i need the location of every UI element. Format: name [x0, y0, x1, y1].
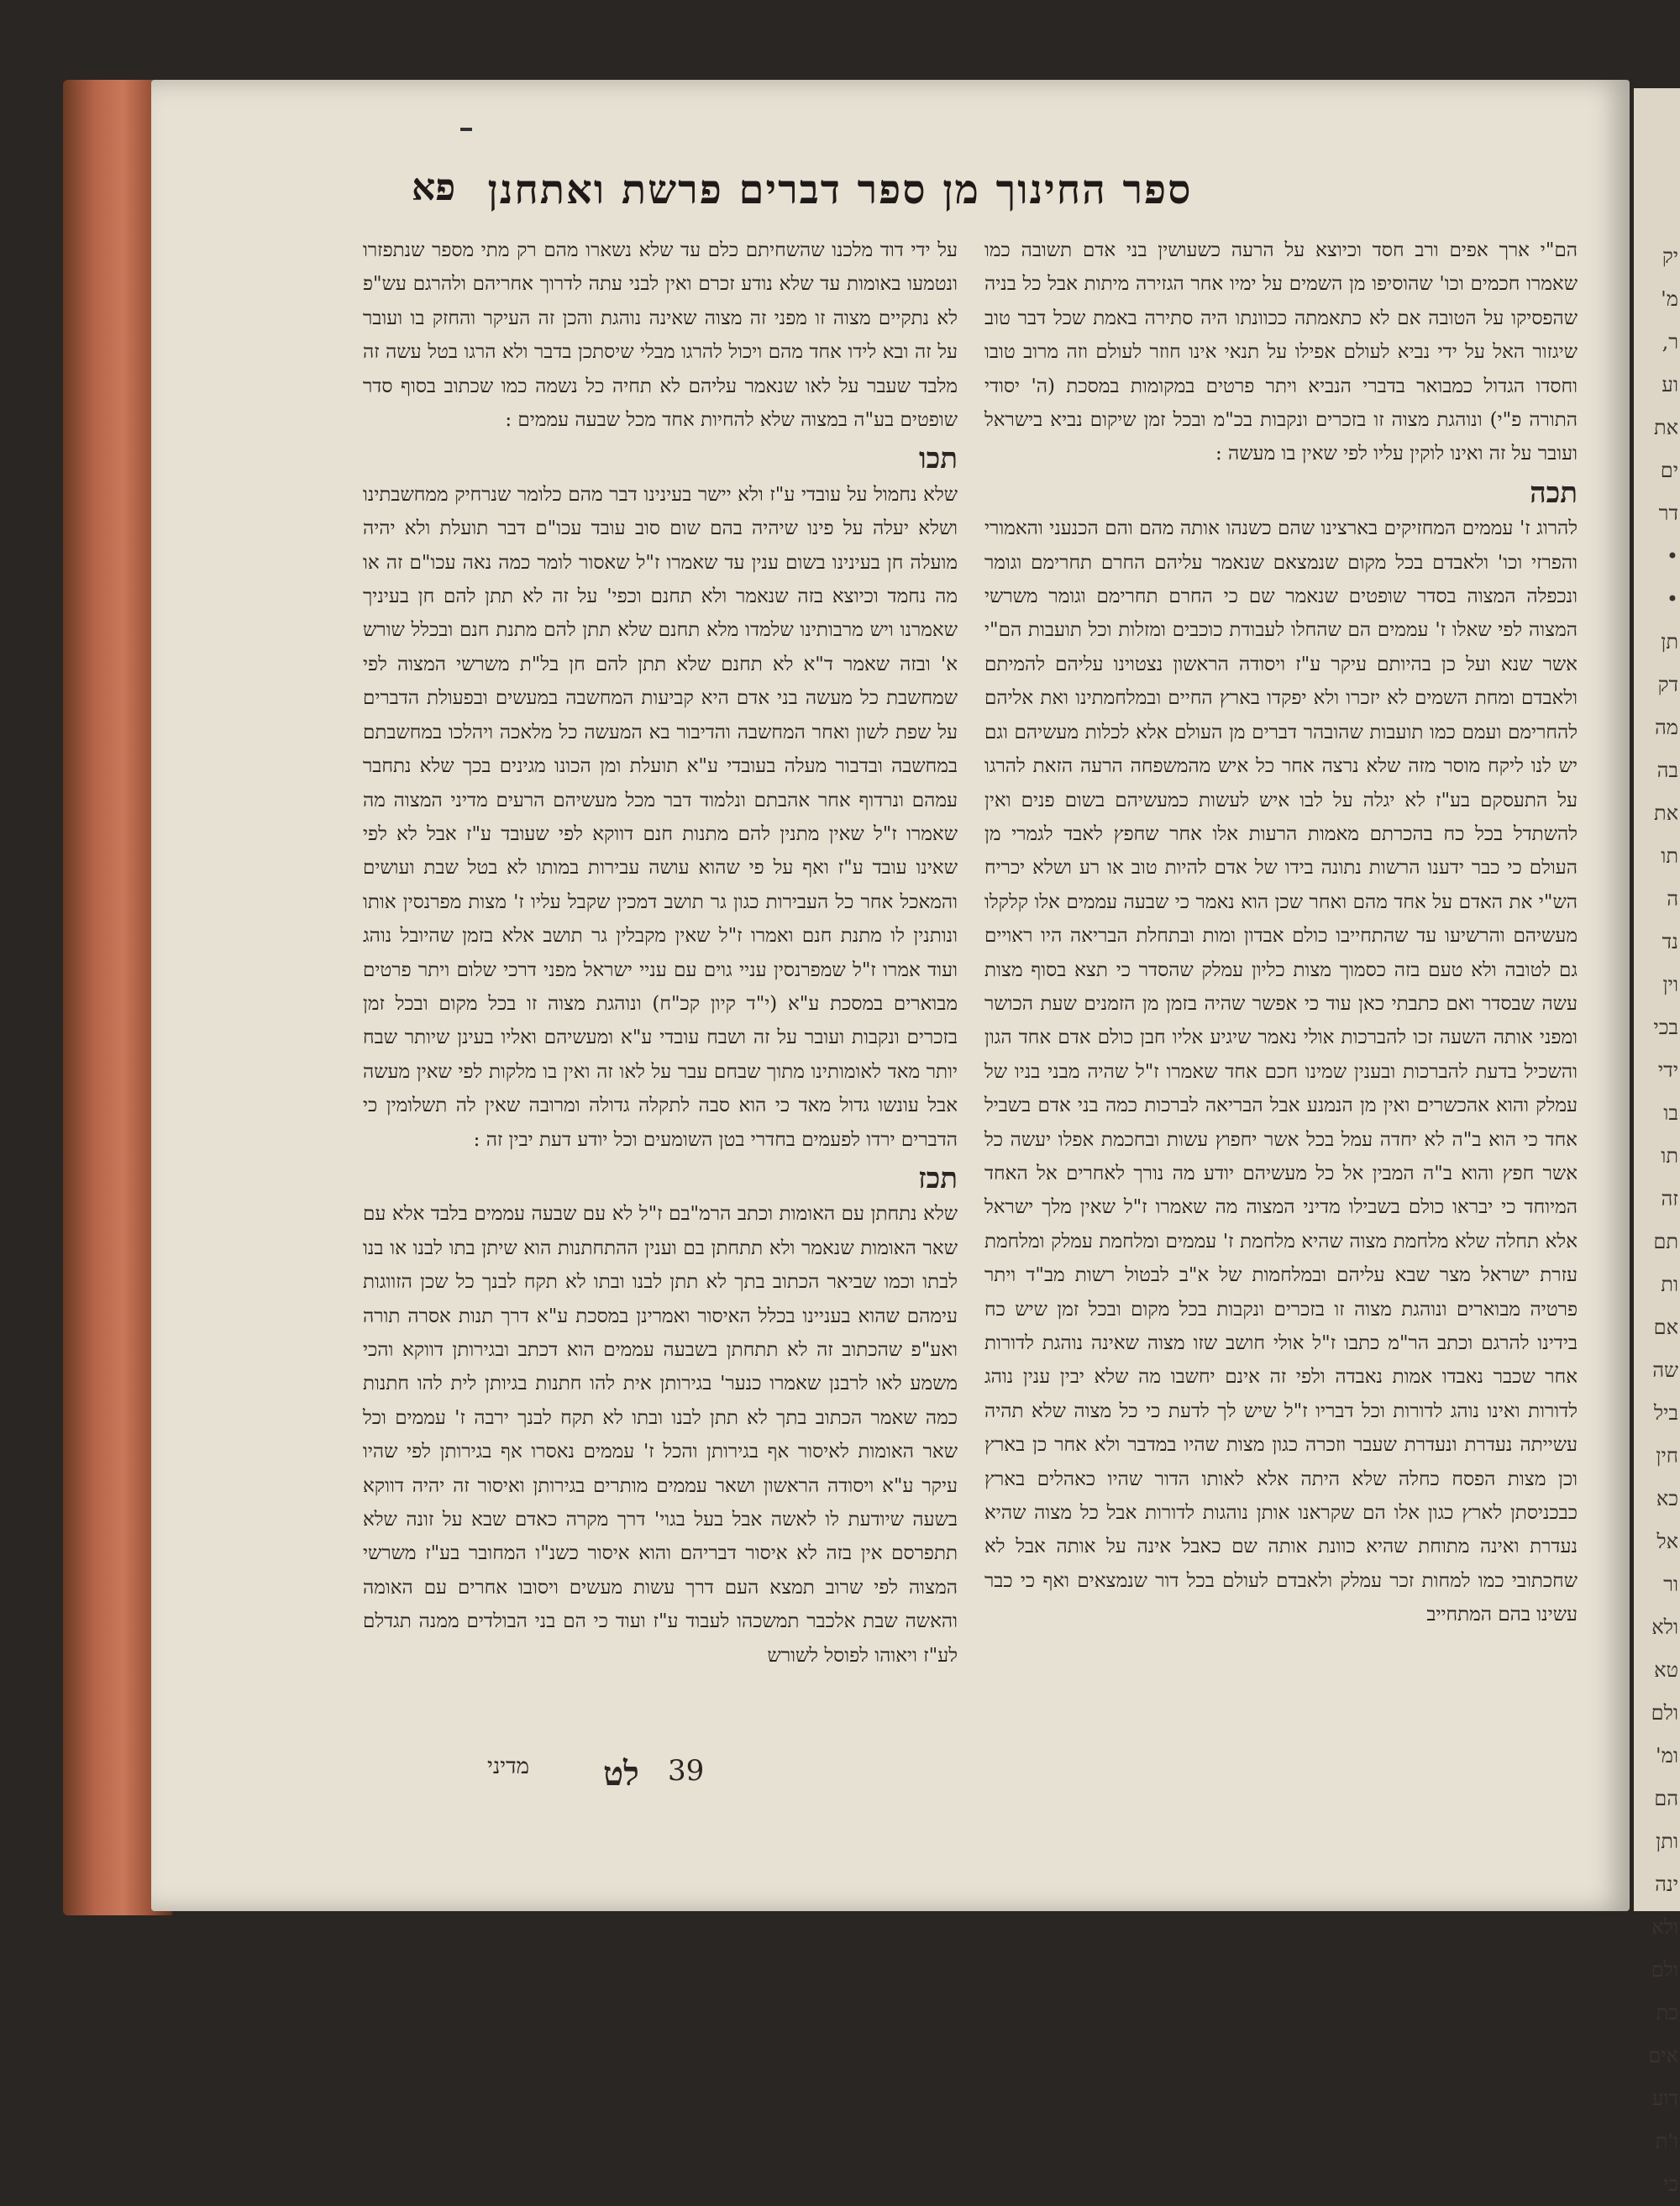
next-page-fragment: ו'ת: [1655, 2130, 1678, 2153]
next-page-fragment: תן: [1661, 630, 1678, 654]
mitzvah-number: תכז: [918, 1161, 958, 1195]
mitzvah-text: להרוג ז' עממים המחזיקים בארצינו שהם כשנהו אותה מהם והם הכנעני והאמורי והפרזי וכו' ולאבדם בכל מקום שנמצאם שנאמר עליהם החרם תחרימם וגומר ונכפלה המצוה בסדר שופטים שנאמר שם כי החרם תחרימם וגומר משרשי המצוה לפי שאלו ז' עממים הם שהחלו לעבודת כוכבים ומזלות וכל תועבות הם"י אשר שנא ועל כן בהיותם עיקר ע"ז ויסודה הראשון נצטוינו עליהם להמיתם ולאבדם ומחת השמים לא יזכרו ולא יפקדו בארץ החיים ובמלחמתינו ואת אליהם להחרימם ועמם כמו תועבות שהובהר דברים מן העולם אלא לכלות מעשיהם וגם יש לנו ליקח מוסר מזה שלא נרצה אחר כל איש מהמשפחה הרעה הזאת להרגו על התעסקם בע"ז לא יגלה על לבו איש לעשות כמעשיהם בשום פנים ואין להשתדל בכל כח בהכרתם מאמות הרעות אלו אחר שחפץ לאבד לגמרי מן העולם כי כבר ידענו הרשות נתונה בידו של אדם להיות טוב או רע ושלא יכריח הש"י את האדם על אחד מהם ואחר שכן הוא נאמר כי שבעה עממים אלו קלקלו מעשיהם והרשיעו עד שהתחייבו כולם אבדון ומות ובתחלת הבריאה היו ראויים גם לטובה ולא טעם בזה כסמוך מצות כליון עמלק שהסדר כי תצא בסוף מצות עשה שבסדר ואם כתבתי כאן עוד כי אפשר שהיה בזמן מן הזמנים שעת הכושר ומפני אותה השעה זכו להברכות אולי נאמר שיגיע אליו חבן כולם אדם אחד הגון והשכיל בדעת להברכות ובענין שמינו חכם אחד שאמרו ז"ל שהיה מבני בניו של עמלק והוא אהכשרים ואין מן הנמנע אבל הבריאה לברכות כמה בני אדם בשביל אחד כי הוא ב"ה לא יחדה עמל בכל אשר יחפוץ עשות ובחכמת אפלו יעשה כל אשר חפץ והוא ב"ה המבין אל כל מעשיהם יודע מה נורך לאחרים אל האחד המיוחד כי יבראו כולם בשבילו מדיני המצוה מה שאמרו ז"ל שאין מלך ישראל אלא תחלה שלא מלחמת מצוה שהיא מלחמת ז' עממים ומלחמת עמלק ומלחמת עזרת ישראל מצר שבא עליהם ובמלחמות של א"ב לבטול רשות מב"ד ויתר פרטיה מבוארים ונוהגת מצוה זו בזכרים ונקבות בכל מקום ובכל זמן שיש כח בידינו להרגם וכתב הר"מ כתבו ז"ל אולי חושב שזו מצוה שאינה נוהגת לדורות אחר שכבר נאבדו אמות נאבדה ולפי זה אינם יחשבו מה שלא יבין ענין נוהג לדורות ואינו נוהג לדורות וכל דבריו ז"ל שיש לך לדעת כי כל מצוה שלא תהיה עשייתה נעדרת ונעדרת שעבר וזכרה כגון מצות שהיו במדבר ולא אחר כן בארץ וכן מצות הפסח כחלה שלא היתה אלא לאותו הדור שהיו כאהלים בארץ כבכניסתן לארץ כגון אלו הם שקראנו אותן נוהגות לדורות אבל כל מצוה שהיא נעדרת ואינה מתוחת שהיא כוונת אותה שם כאבל אינה על אותה אבל לא שחכתובי כמו למחות זכר עמלק ולאבדם לעולם בכל דור שנמצאים ואף כי כבר עשינו בהם המתחייב: [984, 517, 1578, 1626]
mitzvah-number: תכו: [918, 442, 958, 476]
next-page-fragment: •: [1666, 587, 1678, 611]
next-page-fragment: כי: [1662, 2172, 1678, 2196]
next-page-fragment: אל: [1656, 1530, 1678, 1553]
next-page-fragment: אים: [1648, 2044, 1678, 2067]
next-page-fragment: בה: [1656, 759, 1678, 782]
left-column-lead: על ידי דוד מלכנו שהשחיתם כלם עד שלא נשארו מהם רק מתי מספר שנתפזרו ונטמעו באומות עד שלא נודע זכרם ואין לבני עתה לדרוך אחריהם ולהרגם עש"פ לא נתקיים מצוה זו מפני זה מצוה שאינה נוהגת והכן זה העיקר והחזק בו ועובר על זה ובא לידו אחד מהם ויכול להרגו מבלי שיסתכן בדבר ולא הרגו בטל עשה זה מלבד שעבר על לאו שנאמר עליהם לא תחיה כל נשמה כמו שכתוב בסוף סדר שופטים בע"ה במצוה שלא להחיות אחד מכל שבעה עממים :: [363, 239, 958, 432]
next-page-fragments: [1638, 235, 1678, 2206]
next-page-fragment: שה: [1652, 1358, 1678, 1382]
next-page-fragment: מה: [1654, 716, 1678, 739]
next-page-fragment: הם: [1654, 1787, 1678, 1810]
next-page-fragment: דר: [1658, 502, 1678, 525]
decorative-dash: [460, 128, 472, 131]
mitzvah-text: שלא נחמול על עובדי ע"ז ולא יישר בעינינו דבר מהם כלומר שנרחיק ממחשבתינו ושלא יעלה על פינו שיהיה בהם שום סוב עובד עכו"ם דבר תועלת ולא יהיה מועלה חן בעינינו בשום ענין עד שאמרו ז"ל שאסור לומר כמה נאה עכו"ם זה או מה נחמד וכיוצא בזה שנאמר ולא תחנם וכפי' על זה לא תתן להם חן בעיניך שאמרנו ויש מרבותינו שלמדו מלא תחנם שלא תתן להם מתנת חנם ובכלל שורש א' ובזה שאמר ד"א לא תחנם שלא תתן להם חן בל"ת משרשי המצוה לפי שמחשבת כל מעשה בני אדם היא קביעות המחשבה במעשים ובפעולת הדברים על שפת לשון ואחר המחשבה והדיבור בא המעשה כל מלאכה ויהלכו במחשבתם במחשבה ובדבור מעלה בעובדי ע"א תועלת ומן הכונו מגינים בכך שלא נתחבר עמהם ונרדוף אחר אהבתם ונלמוד דבר מכל מעשיהם הרעים מדיני המצוה מה שאמרו ז"ל שאין מתנין להם מתנות חנם דווקא לפי שעובד ע"ז אבל לא לפי שאינו עובד ע"ז ואף על פי שהוא עושה עבירות במותו לא בטל שבת ועושים והמאכל אחר כל העבירות כגון גר תושב דמכין שקבל עליו ז' מצות מפרנסין אותו ונותנין לו מתנת חנם ואמרו ז"ל שאין מקבלין גר תושב אלא בזמן שהיובל נוהג ועוד אמרו ז"ל שמפרנסין עניי גוים עם עניי ישראל מפני דרכי שלום ויתר פרטים מבוארים במסכת ע"א (י"ד קיון קכ"ח) ונוהגת מצוה זו בכל מקום ובכל זמן בזכרים ונקבות ועובר על זה ושבח עובדי ע"א ומעשיהם ואליו בעינן שיותר שבח יותר מאד לאומותינו מתוך שבחם עבר על לאו זה ואין בו מלקות לפי שאין מעשה אבל עונשו גדול מאד כי הוא סבה לתקלה גדולה ומרובה שאין לה תשלומין כי הדברים ירדו לפעמים בחדרי בטן השומעים וכל יודע דעת יבין זה :: [363, 483, 958, 1151]
next-page-fragment: ידי: [1657, 1058, 1678, 1082]
mitzvah-number: תכה: [1530, 475, 1578, 510]
running-head: ספר החינוך מן ספר דברים פרשת ואתחנן: [487, 166, 1193, 213]
next-page-fragment: ולא: [1651, 1915, 1678, 1939]
next-page-fragment: זה: [1661, 1187, 1678, 1211]
next-page-fragment: תו: [1661, 844, 1678, 868]
next-page-fragment: כת: [1656, 2001, 1678, 2025]
catchword: מדיני: [487, 1754, 530, 1779]
next-page-fragment: ולם: [1651, 1958, 1678, 1982]
next-page-fragment: ומ': [1656, 1744, 1678, 1767]
next-page-fragment: יק: [1662, 244, 1678, 268]
next-page-fragment: ולא: [1651, 1615, 1678, 1639]
right-column-lead: הם"י ארך אפים ורב חסד וכיוצא על הרעה כשעושין בני אדם תשובה כמו שאמרו חכמים וכו' שהוסיפו מן השמים על ימיו אחר הגזירה מיתות אבל כל בניה שהפסיקו על הטובה אם לא כתאמתה ככוונתו היה סתירה באמת שכל דבר טוב שיגזור האל על ידי נביא לעולם אפילו על תנאי אינו חוזר לעולם וזה מרוב טובו וחסדו הגדול כמבואר בדברי הנביא ויתר פרטים במקומות במסכת (ה' יסודי התורה פ"י) ונוהגת מצוה זו בזכרים ונקבות בכ"מ ובכל זמן שיקום נביא בישראל ועובר על זה ואינו לוקין עליו לפי שאין בו מעשה :: [984, 239, 1578, 465]
next-page-fragment: מ': [1661, 287, 1678, 311]
next-page-fragment: אם: [1653, 1316, 1678, 1339]
next-page-fragment: וין: [1662, 973, 1678, 996]
mitzvah-entry-heading: [363, 442, 958, 475]
next-page-fragment: ה: [1667, 887, 1678, 911]
next-page-fragment: את: [1653, 416, 1678, 439]
leaf-number: 39: [668, 1754, 705, 1788]
next-page-fragment: ולם: [1651, 1701, 1678, 1725]
signature-mark: לט: [603, 1754, 639, 1794]
next-page-fragment: דק: [1657, 673, 1678, 696]
folio-number: פא: [412, 166, 456, 209]
next-page-fragment: כא: [1656, 1487, 1678, 1510]
next-page-fragment: טא: [1654, 1658, 1678, 1682]
next-page-fragment: ינה: [1655, 1872, 1678, 1896]
mitzvah-text: שלא נתחתן עם האומות וכתב הרמ"בם ז"ל לא עם שבעה עממים בלבד אלא עם שאר האומות שנאמר ולא תתחתן בם וענין ההתחתנות הוא שיתן בתו לבנו או בנו לבתו וכמו שביאר הכתוב בתך לא תתן לבנו ובתו לא תקח לבנך כל שכן הזווגות עימהם שהוא בעניינו בכלל האיסור ואמרינן במסכת ע"א דרך תנות אסרה תורה ואע"פ שהכתוב זה לא תתחתן בשבעה עממים הוא דכתב ובגירותן דווקא והכי משמע לאו לרבנן שאמרו כנער' בגירותן אית להו חתנות בגיותן לית להו חתנות כמה שאמר הכתוב בתך לא תתן לבנו ובתו לא תקח לבנך ירבה ז' עממים וכל שאר האומות לאיסור אף בגירותן והכל ז' עממים נאסרו אף בגירותן לפי שהיו עיקר ע"א ויסודה הראשון ושאר עממים מותרים בגירותן ואיסור זה יהיה דווקא בשעה שיודעת לו לאשה אבל בעל בגוי' דרך מקרה כאדם שבא על זונה שלא תתפרסם אין בזה לא איסור דבריהם והוא איסור כשנ"ו המחובר בע"ז משרשי המצוה לפי שרוב תמצא העם דרך עשות מעשים ויסובו אחרים עם האומה והאשה שבת אלכבר תמשכהו לעבוד ע"ז ועוד כי הם בני הבולדים ממנה תגדלם לע"ז ויאוהו לפוסל לשורש: [363, 1203, 958, 1667]
left-text-column: [363, 234, 958, 1667]
next-page-fragment: ור: [1663, 1573, 1678, 1596]
mitzvah-entry-heading: [984, 476, 1578, 510]
next-page-fragment: ביל: [1653, 1401, 1678, 1425]
right-text-column: [984, 234, 1578, 1662]
next-page-fragment: בכי: [1653, 1016, 1678, 1039]
next-page-fragment: נד: [1662, 930, 1678, 953]
next-page-fragment: חין: [1656, 1444, 1678, 1468]
next-page-fragment: וע: [1662, 373, 1678, 397]
next-page-fragment: ים: [1660, 459, 1678, 482]
next-page-fragment: את: [1653, 801, 1678, 825]
next-page-text-strip: [1638, 235, 1678, 2196]
next-page-fragment: דוע: [1651, 2087, 1678, 2110]
next-page-fragment: ר,: [1662, 330, 1678, 354]
next-page-fragment: תו: [1661, 1144, 1678, 1168]
next-page-fragment: •: [1666, 544, 1678, 568]
next-page-fragment: ותן: [1656, 1830, 1678, 1853]
next-page-fragment: תם: [1653, 1230, 1678, 1253]
next-page-fragment: ות: [1661, 1273, 1678, 1296]
next-page-fragment: בו: [1663, 1101, 1678, 1125]
mitzvah-entry-heading: [363, 1162, 958, 1195]
